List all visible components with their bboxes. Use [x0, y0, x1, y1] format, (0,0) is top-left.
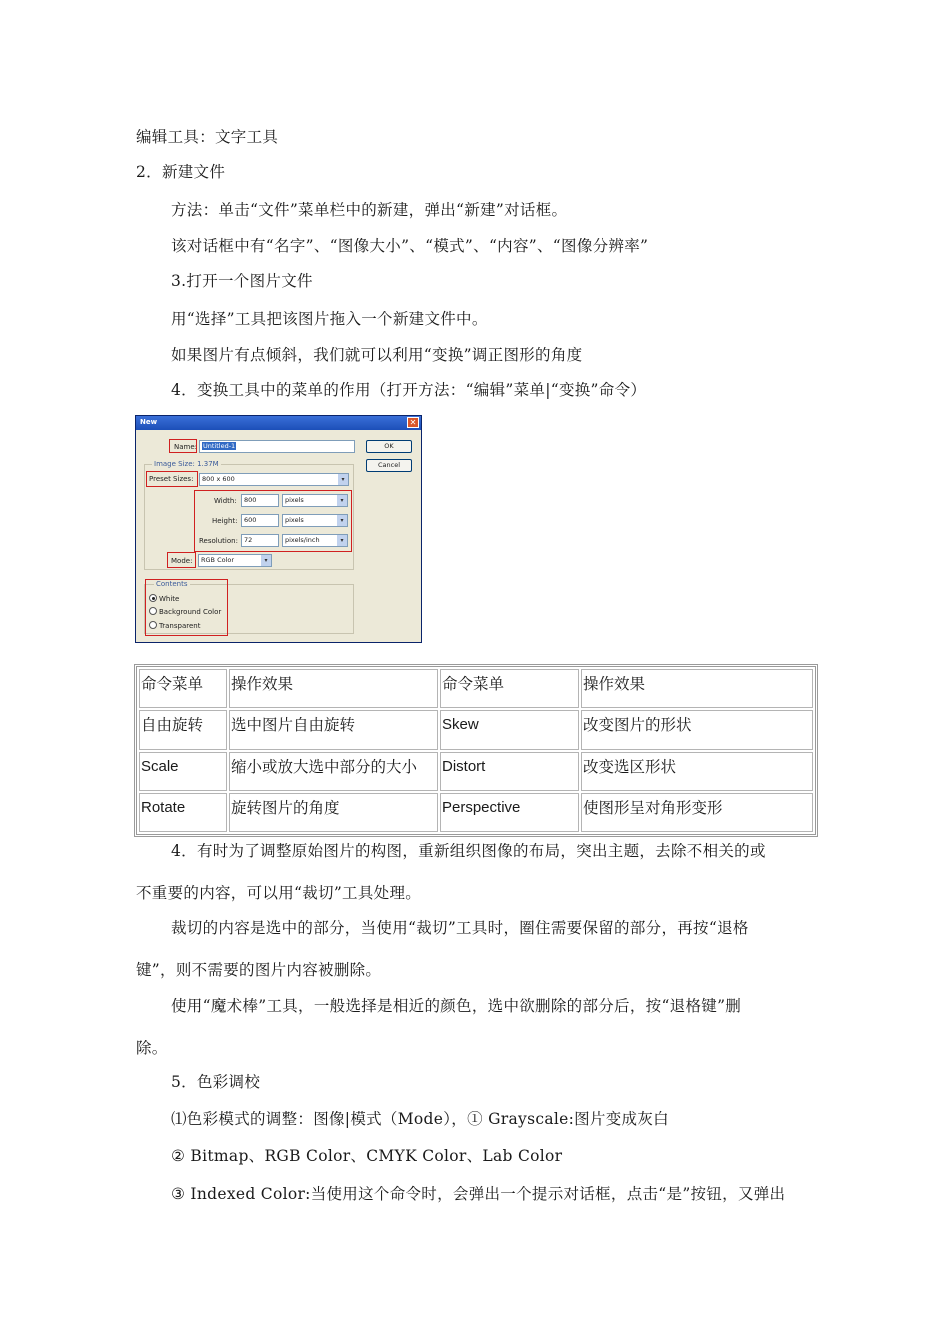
width-label: Width: — [214, 497, 237, 505]
name-value: Untitled-1 — [203, 442, 236, 450]
resolution-label: Resolution: — [199, 537, 238, 545]
height-unit-select — [282, 514, 348, 527]
preset-value: 800 x 600 — [202, 475, 235, 483]
text-line-drag-image: 用“选择”工具把该图片拖入一个新建文件中。 — [171, 310, 488, 328]
close-icon: ✕ — [407, 417, 419, 428]
table-cell: 选中图片自由旋转 — [229, 710, 438, 749]
text-line-editing-tool: 编辑工具：文字工具 — [136, 128, 279, 146]
text-line-method: 方法：单击“文件”菜单栏中的新建，弹出“新建”对话框。 — [171, 201, 568, 219]
chevron-down-icon: ▾ — [261, 555, 271, 566]
width-unit-select — [282, 494, 348, 507]
height-label: Height: — [212, 517, 238, 525]
table-row — [139, 793, 813, 832]
contents-option-white — [149, 594, 179, 603]
table-cell: 使图形呈对角形变形 — [581, 793, 813, 832]
mode-value: RGB Color — [201, 556, 235, 564]
radio-selected-icon — [149, 594, 157, 602]
preset-label: Preset Sizes: — [149, 475, 194, 483]
preset-select — [199, 473, 349, 486]
table-cell: 缩小或放大选中部分的大小 — [229, 752, 438, 791]
text-line-transform-angle: 如果图片有点倾斜，我们就可以利用“变换”调正图形的角度 — [171, 346, 583, 364]
table-cell: Distort — [440, 752, 579, 791]
height-unit-value: pixels — [285, 516, 304, 524]
table-cell: 改变选区形状 — [581, 752, 813, 791]
paragraph-crop-line1: 4．有时为了调整原始图片的构图，重新组织图像的布局，突出主题，去除不相关的或 — [171, 842, 766, 860]
table-header-cell: 操作效果 — [581, 669, 813, 708]
text-line-color-mode: ⑴色彩模式的调整：图像|模式（Mode），① Grayscale:图片变成灰白 — [171, 1110, 669, 1128]
resolution-unit-value: pixels/inch — [285, 536, 320, 544]
mode-label: Mode: — [171, 557, 193, 565]
resolution-unit-select — [282, 534, 348, 547]
contents-option-transparent — [149, 621, 200, 630]
text-line-indexed-color: ③ Indexed Color:当使用这个命令时，会弹出一个提示对话框，点击“是”按钮，又弹出 — [171, 1185, 786, 1203]
transform-commands-table — [134, 664, 818, 837]
heading-color-correction: 5．色彩调校 — [171, 1073, 261, 1091]
chevron-down-icon: ▾ — [338, 474, 348, 485]
image-size-label: Image Size: 1.37M — [154, 460, 219, 468]
table-header-cell: 命令菜单 — [440, 669, 579, 708]
paragraph-crop-line2: 不重要的内容，可以用“裁切”工具处理。 — [136, 884, 422, 902]
ok-button: OK — [366, 440, 412, 453]
name-field — [199, 440, 355, 453]
table-cell: 自由旋转 — [139, 710, 227, 749]
paragraph-magic-wand-line1: 使用“魔术棒”工具，一般选择是相近的颜色，选中欲删除的部分后，按“退格键”删 — [171, 997, 742, 1015]
dialog-title-bar — [136, 416, 421, 430]
table-cell: Skew — [440, 710, 579, 749]
heading-transform-menu: 4．变换工具中的菜单的作用（打开方法：“编辑”菜单|“变换”命令） — [171, 381, 647, 399]
dialog-title: New — [140, 418, 158, 426]
highlight-name — [169, 439, 197, 453]
paragraph-crop-content-line1: 裁切的内容是选中的部分，当使用“裁切”工具时，圈住需要保留的部分，再按“退格 — [171, 919, 749, 937]
radio-icon — [149, 607, 157, 615]
table-cell: Perspective — [440, 793, 579, 832]
table-header-cell: 命令菜单 — [139, 669, 227, 708]
heading-new-file: 2．新建文件 — [136, 163, 226, 181]
paragraph-crop-content-line2: 键”，则不需要的图片内容被删除。 — [136, 961, 382, 979]
chevron-down-icon: ▾ — [337, 535, 347, 546]
text-line-color-modes-list: ② Bitmap、RGB Color、CMYK Color、Lab Color — [171, 1147, 563, 1165]
table-cell: 改变图片的形状 — [581, 710, 813, 749]
heading-open-image: 3.打开一个图片文件 — [171, 272, 313, 290]
contents-option-background — [149, 607, 221, 616]
table-header-row — [139, 669, 813, 708]
contents-option-label: Background Color — [159, 608, 222, 616]
table-header-cell: 操作效果 — [229, 669, 438, 708]
paragraph-magic-wand-line2: 除。 — [136, 1039, 168, 1057]
contents-option-label: Transparent — [159, 622, 201, 630]
table-row — [139, 710, 813, 749]
name-label: Name: — [174, 443, 198, 451]
table-row — [139, 752, 813, 791]
height-field: 600 — [241, 514, 279, 527]
chevron-down-icon: ▾ — [337, 515, 347, 526]
chevron-down-icon: ▾ — [337, 495, 347, 506]
text-line-dialog-fields: 该对话框中有“名字”、“图像大小”、“模式”、“内容”、“图像分辨率” — [171, 237, 649, 255]
table-cell: 旋转图片的角度 — [229, 793, 438, 832]
radio-icon — [149, 621, 157, 629]
width-field: 800 — [241, 494, 279, 507]
contents-option-label: White — [159, 595, 180, 603]
table-cell: Scale — [139, 752, 227, 791]
width-unit-value: pixels — [285, 496, 304, 504]
mode-select — [198, 554, 272, 567]
contents-label: Contents — [156, 580, 188, 588]
new-file-dialog-screenshot — [135, 415, 422, 643]
cancel-button: Cancel — [366, 459, 412, 472]
resolution-field: 72 — [241, 534, 279, 547]
table-cell: Rotate — [139, 793, 227, 832]
